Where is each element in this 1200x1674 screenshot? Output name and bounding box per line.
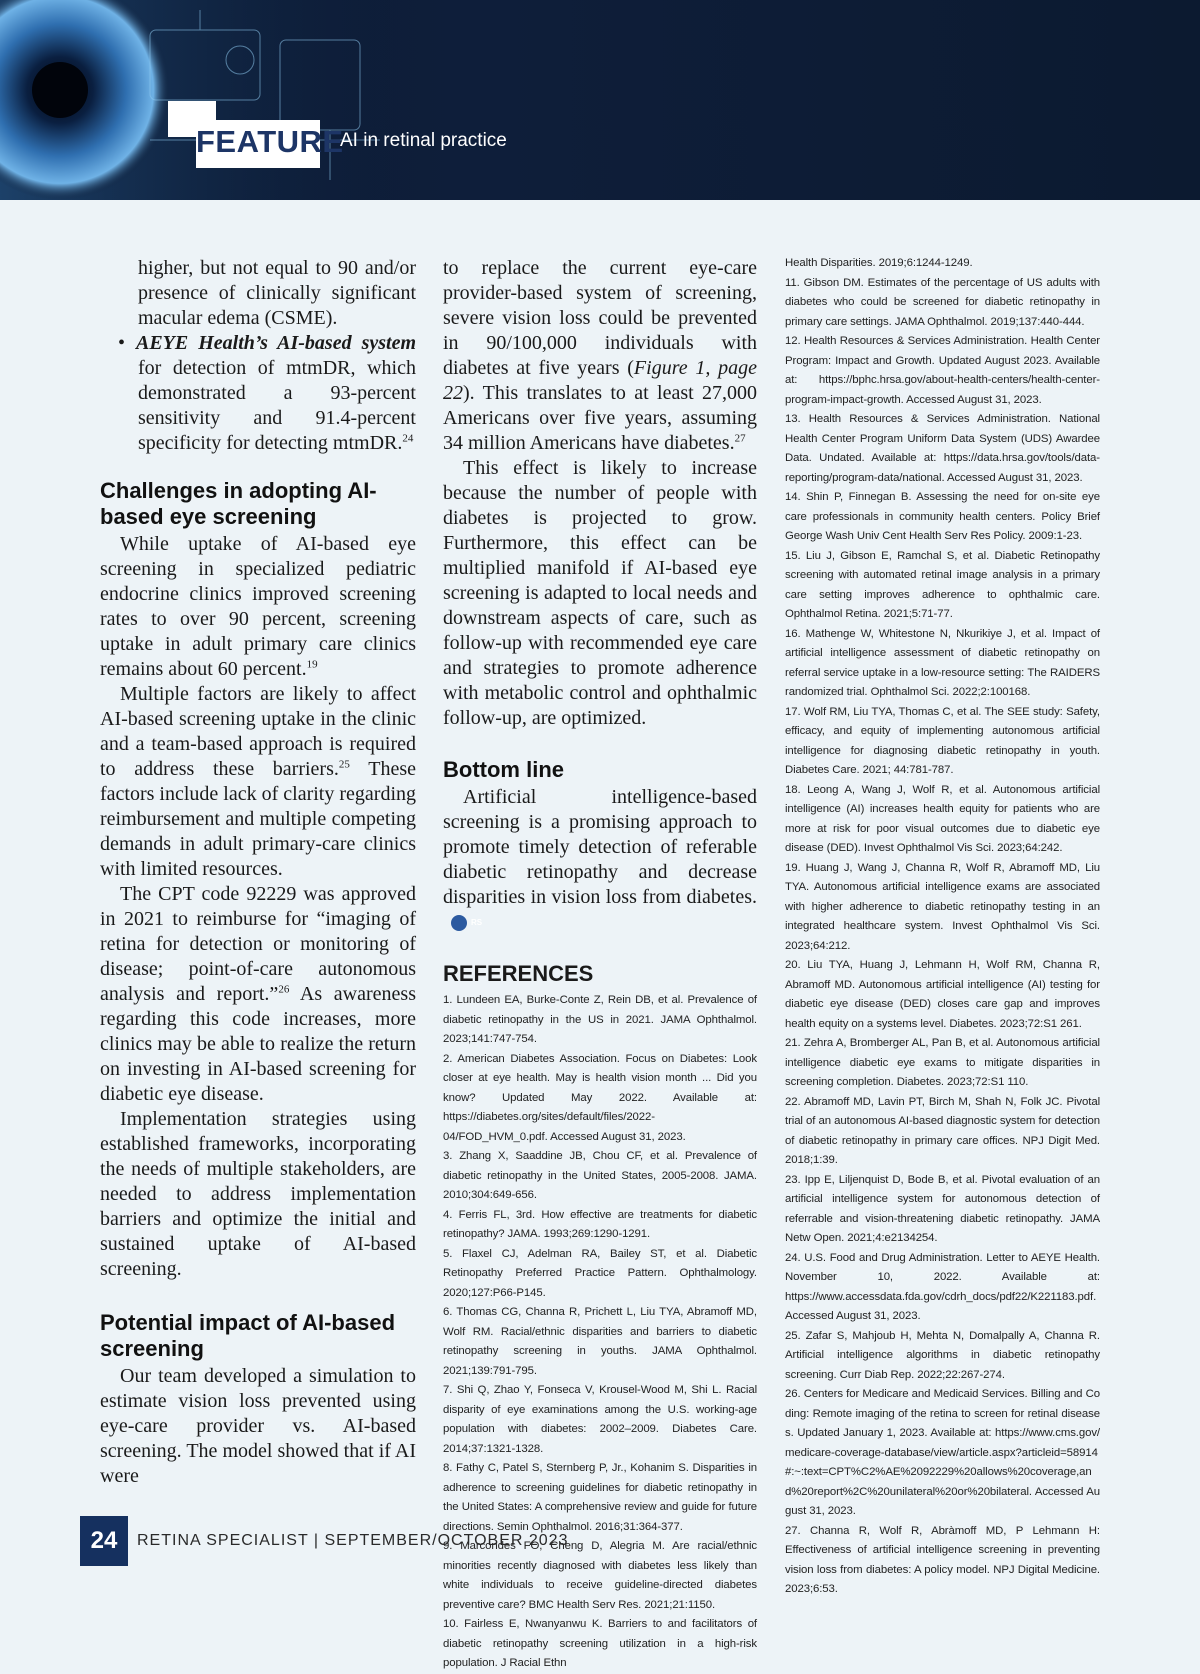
reference-item: 19. Huang J, Wang J, Channa R, Wolf R, Abramoff MD, Liu TYA. Autonomous artificial intelligence exams are associated with higher adherence to diabetic retinopathy testing in an integrated healthcare system. Invest Ophthalmol Vis Sci. 2023;64:212. (785, 861, 1100, 952)
reference-item: 20. Liu TYA, Huang J, Lehmann H, Wolf RM, Channa R, Abramoff MD. Autonomous artificial intelligence (AI) testing for diabetic eye disease (DED) closes care gap and improves health equity on a systems level. Diabetes. 2023;72:S1 261. (785, 959, 1100, 1030)
paragraph-text: ). This translates to at least 27,000 Americans over five years, assuming 34 million Americans have diabetes. (443, 382, 757, 454)
citation-sup: 19 (306, 658, 318, 671)
paragraph-text: The CPT code 92229 was approved in 2021 to reimburse for “imaging of retina for detection or monitoring of disease; point-of-care autonomous analysis and report.” (100, 883, 416, 1005)
reference-item: 24. U.S. Food and Drug Administration. Letter to AEYE Health. November 10, 2022. Available at: https://www.accessdata.fda.gov/cdrh_docs/pdf22/K221183.pdf. Accessed August 31, 2023. (785, 1251, 1100, 1322)
article-column-2 (443, 256, 757, 1674)
paragraph (100, 882, 416, 1107)
reference-item: 8. Fathy C, Patel S, Sternberg P, Jr., Kohanim S. Disparities in adherence to screening guidelines for diabetic retinopathy in the United States: A comprehensive review and guide for future directions. Semin Ophthalmol. 2016;31:364-377. (443, 1462, 757, 1533)
page-number: 24 (80, 1516, 128, 1566)
eye-tech-illustration (0, 0, 420, 200)
bullet-item (100, 331, 416, 456)
paragraph: Our team developed a simulation to estimate vision loss prevented using eye-care provider vs. AI-based screening. The model showed that if AI were (100, 1365, 416, 1487)
publication-footer: RETINA SPECIALIST | SEPTEMBER/OCTOBER 2023 (137, 1532, 569, 1549)
references-column-3 (785, 254, 1100, 1600)
reference-item: 16. Mathenge W, Whitestone N, Nkurikiye J, et al. Impact of artificial intelligence assessment of diabetic retinopathy on referral service uptake in a low-resource setting: The RAIDERS randomized trial. Ophthalmol Sci. 2022;2:100168. (785, 627, 1100, 698)
reference-item: 13. Health Resources & Services Administration. National Health Center Program Uniform Data System (UDS) Awardee Data. Undated. Available at: https://data.hrsa.gov/tools/data-reporting/program-data/national. Accessed August 31, 2023. (785, 413, 1100, 484)
reference-item: 14. Shin P, Finnegan B. Assessing the need for on-site eye care professionals in community health centers. Policy Brief George Wash Univ Cent Health Serv Res Policy. 2009:1-23. (785, 491, 1100, 542)
reference-item: 17. Wolf RM, Liu TYA, Thomas C, et al. The SEE study: Safety, efficacy, and equity of implementing autonomous artificial intelligence for diagnosing diabetic retinopathy in youth. Diabetes Care. 2021; 44:781-787. (785, 705, 1100, 776)
reference-item: Health Disparities. 2019;6:1244-1249. (785, 257, 973, 269)
reference-item: 3. Zhang X, Saaddine JB, Chou CF, et al. Prevalence of diabetic retinopathy in the United States, 2005-2008. JAMA. 2010;304:649-656. (443, 1150, 757, 1201)
section-heading-bottom-line: Bottom line (443, 757, 564, 782)
paragraph (443, 785, 757, 935)
reference-item: 5. Flaxel CJ, Adelman RA, Bailey ST, et al. Diabetic Retinopathy Preferred Practice Pattern. Ophthalmology. 2020;127:P66-P145. (443, 1247, 757, 1299)
section-heading-impact: Potential impact of AI-based screening (100, 1310, 396, 1361)
reference-item: 7. Shi Q, Zhao Y, Fonseca V, Krousel-Wood M, Shi L. Racial disparity of eye examinations among the U.S. working-age population with diabetes: 2002–2009. Diabetes Care. 2014;37:1321-1328. (443, 1384, 757, 1455)
reference-item: 1. Lundeen EA, Burke-Conte Z, Rein DB, et al. Prevalence of diabetic retinopathy in the US in 2021. JAMA Ophthalmol. 2023;141:747-754. (443, 994, 757, 1045)
references-heading: REFERENCES (443, 961, 594, 986)
paragraph (443, 256, 757, 456)
reference-item: 9. Marcondes FO, Cheng D, Alegria M. Are racial/ethnic minorities recently diagnosed with diabetes less likely than white individuals to receive guideline-directed diabetes preventive care? BMC Health Serv Res. 2021;21:1150. (443, 1540, 757, 1611)
bullet-marker: • (118, 332, 126, 354)
paragraph: This effect is likely to increase because the number of people with diabetes is projected to grow. Furthermore, this effect can be multiplied manifold if AI-based eye screening is adapted to local needs and downstream aspects of care, such as follow-up with recommended eye care and strategies to promote adherence with metabolic control and ophthalmic follow-up, are optimized. (443, 457, 757, 729)
reference-item: 23. Ipp E, Liljenquist D, Bode B, et al. Pivotal evaluation of an artificial intelligence system for autonomous detection of referrable and vision-threatening diabetic retinopathy. JAMA Netw Open. 2021;4:e2134254. (785, 1173, 1100, 1244)
section-heading-challenges: Challenges in adopting AI-based eye screening (100, 478, 377, 529)
reference-item: 2. American Diabetes Association. Focus on Diabetes: Look closer at eye health. May is health vision month ... Did you know? Updated May 2022. Available at: https://diabetes.org/sites/default/files/2022-04/FOD_HVM_0.pdf. Accessed August 31, 2023. (443, 1052, 757, 1143)
bullet-continuation-text: higher, but not equal to 90 and/or presence of clinically significant macular edema (CSME). (138, 257, 416, 329)
citation-sup: 24 (402, 432, 414, 445)
reference-item: 25. Zafar S, Mahjoub H, Mehta N, Domalpally A, Channa R. Artificial intelligence algorithms in diabetic retinopathy screening. Curr Diab Rep. 2022;22:267-274. (785, 1329, 1100, 1381)
paragraph (100, 682, 416, 882)
feature-label: FEATURE (196, 124, 344, 159)
header-banner (0, 0, 1200, 200)
reference-item: 10. Fairless E, Nwanyanwu K. Barriers to and facilitators of diabetic retinopathy screening utilization in a high-risk population. J Racial Ethn (443, 1618, 757, 1669)
reference-item: 18. Leong A, Wang J, Wolf R, et al. Autonomous artificial intelligence (AI) increases health equity for patients who are more at risk for poor visual outcomes due to diabetic eye disease (DED). Invest Ophthalmol Vis Sci. 2023;64:242. (785, 783, 1100, 854)
paragraph (100, 532, 416, 682)
paragraph: Implementation strategies using established frameworks, incorporating the needs of multiple stakeholders, are needed to address implementation barriers and optimize the initial and sustained uptake of AI-based screening. (100, 1108, 416, 1280)
article-column-1 (100, 256, 416, 1489)
paragraph-text: While uptake of AI-based eye screening in specialized pediatric endocrine clinics improved screening rates to over 90 percent, screening uptake in adult primary care clinics remains about 60 percent. (100, 533, 416, 680)
figure-reference: Figure 1, page 22 (443, 357, 757, 404)
references-list-1 (443, 991, 757, 1674)
bullet-continuation (100, 256, 416, 331)
bullet-bold-text: AEYE Health’s AI-based system (136, 332, 416, 354)
end-mark-icon: RS (451, 915, 467, 931)
paragraph-text: Multiple factors are likely to affect AI-based screening uptake in the clinic and a team-based approach is required to address these barriers. (100, 683, 416, 780)
reference-item: 11. Gibson DM. Estimates of the percentage of US adults with diabetes who could be screened for diabetic retinopathy in primary care settings. JAMA Ophthalmol. 2019;137:440-444. (785, 276, 1100, 328)
bullet-text: for detection of mtmDR, which demonstrated a 93-percent sensitivity and 91.4-percent specificity for detecting mtmDR. (138, 357, 416, 454)
paragraph-text: As awareness regarding this code increases, more clinics may be able to realize the return on investing in AI-based screening for diabetic eye disease. (100, 983, 416, 1105)
citation-sup: 27 (734, 432, 746, 445)
reference-item: 21. Zehra A, Bromberger AL, Pan B, et al. Autonomous artificial intelligence diabetic eye exams to mitigate disparities in screening completion. Diabetes. 2023;72:S1 110. (785, 1037, 1100, 1088)
citation-sup: 25 (338, 758, 350, 771)
reference-item: 15. Liu J, Gibson E, Ramchal S, et al. Diabetic Retinopathy screening with automated retinal image analysis in a primary care setting improves adherence to ophthalmic care. Ophthalmol Retina. 2021;5:71-77. (785, 549, 1100, 620)
paragraph-text: Artificial intelligence-based screening is a promising approach to promote timely detection of referable diabetic retinopathy and decrease disparities in vision loss from diabetes. (443, 786, 757, 908)
reference-item: 27. Channa R, Wolf R, Abràmoff MD, P Lehmann H: Effectiveness of artificial intelligence screening in preventing vision loss from diabetes: A policy model. NPJ Digital Medicine. 2023;6:53. (785, 1524, 1100, 1595)
reference-item: 6. Thomas CG, Channa R, Prichett L, Liu TYA, Abramoff MD, Wolf RM. Racial/ethnic disparities and barriers to diabetic retinopathy screening in youths. JAMA Ophthalmol. 2021;139:791-795. (443, 1306, 757, 1377)
reference-item: 22. Abramoff MD, Lavin PT, Birch M, Shah N, Folk JC. Pivotal trial of an autonomous AI-based diagnostic system for detection of diabetic retinopathy in primary care offices. NPJ Digit Med. 2018;1:39. (785, 1095, 1100, 1166)
section-label: AI in retinal practice (340, 130, 507, 151)
reference-item: 12. Health Resources & Services Administration. Health Center Program: Impact and Growth. Updated August 2023. Available at: https://bphc.hrsa.gov/about-health-centers/health-center-program-impact-growth. Accessed August 31, 2023. (785, 335, 1100, 406)
reference-item: 4. Ferris FL, 3rd. How effective are treatments for diabetic retinopathy? JAMA. 1993;269:1290-1291. (443, 1208, 757, 1240)
reference-item: 26. Centers for Medicare and Medicaid Services. Billing and Coding: Remote imaging of the retina to screen for retinal diseases. Updated January 1, 2023. Available at: https://www.cms.gov/medicare-coverage-database/view/article.aspx?articleid=58914#:~:text=CPT%C2%AE%2092229%20allows%20coverage,and%20report%2C%20unilateral%20or%20bilateral. Accessed August 31, 2023. (785, 1388, 1100, 1517)
citation-sup: 26 (278, 983, 290, 996)
paragraph-text: to replace the current eye-care provider-based system of screening, severe vision loss could be prevented in 90/100,000 individuals with diabetes at five years ( (443, 257, 757, 379)
paragraph-text: These factors include lack of clarity regarding reimbursement and multiple competing demands in adult primary-care clinics with limited resources. (100, 758, 416, 880)
